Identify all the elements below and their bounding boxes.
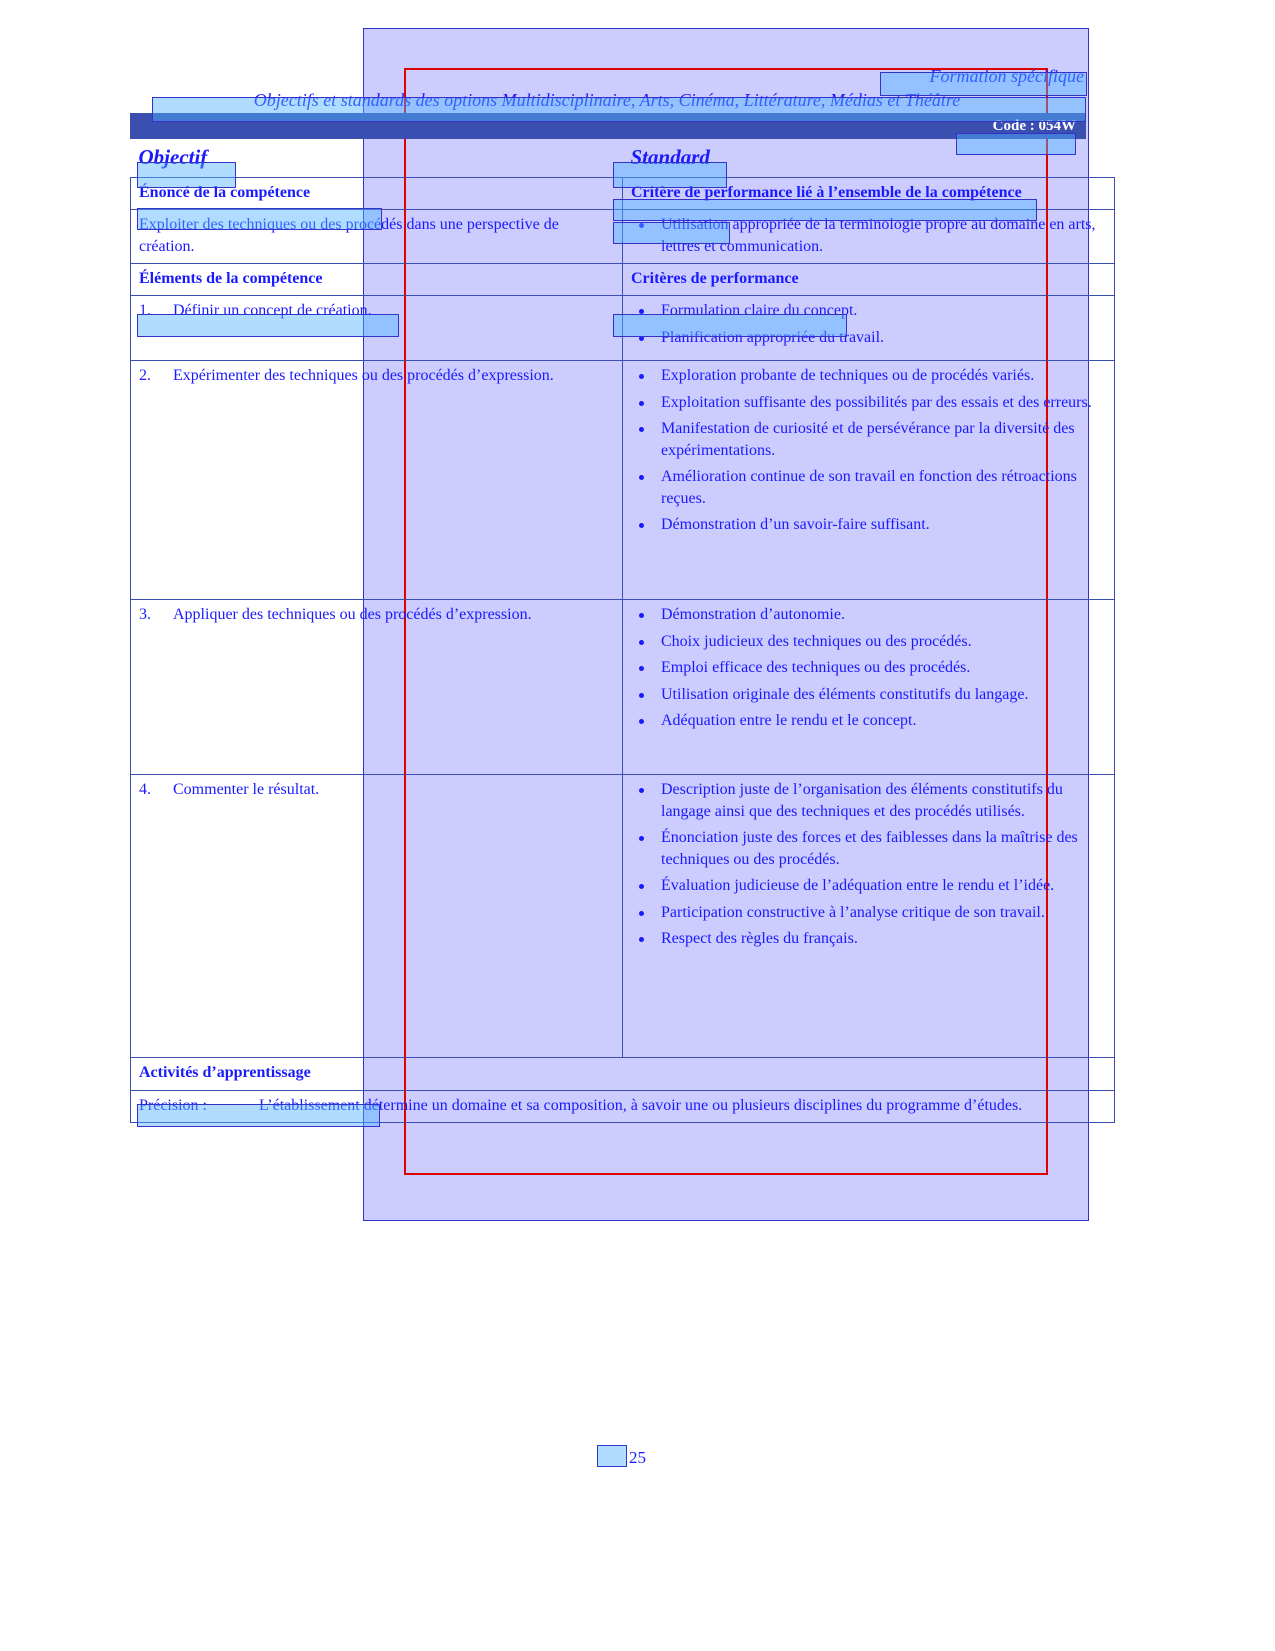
table-row — [131, 264, 1115, 296]
page-number: 25 — [629, 1448, 646, 1467]
table-row — [131, 296, 1115, 361]
element-number: 3. — [139, 606, 151, 624]
element-number: 2. — [139, 367, 151, 385]
table-row — [131, 177, 1115, 209]
list-item: Exploitation suffisante des possibilités par des essais et des erreurs. — [631, 392, 1108, 413]
heading-elements-competence: Éléments de la compétence — [139, 270, 323, 288]
element-2 — [139, 365, 616, 386]
list-item: Démonstration d’autonomie. — [631, 604, 1108, 625]
element-number: 4. — [139, 781, 151, 799]
code-bar — [130, 113, 1086, 139]
table-row-precision — [131, 1090, 1115, 1122]
bullet-list — [631, 604, 1108, 731]
element-text: Définir un concept de création. — [173, 302, 372, 320]
heading-criteres-performance: Critères de performance — [631, 270, 799, 288]
precision-text: L’établissement détermine un domaine et sa composition, à savoir une ou plusieurs disciplines du programme d’études. — [259, 1096, 1023, 1114]
element-text: Appliquer des techniques ou des procédés d’expression. — [173, 606, 532, 624]
precision-label: Précision : — [139, 1096, 207, 1114]
list-item: Démonstration d’un savoir-faire suffisant. — [631, 514, 1108, 535]
list-item: Participation constructive à l’analyse critique de son travail. — [631, 902, 1108, 923]
precision-block — [139, 1095, 1108, 1116]
list-item: Formulation claire du concept. — [631, 300, 1108, 321]
list-item: Énonciation juste des forces et des faiblesses dans la maîtrise des techniques ou des procédés. — [631, 827, 1108, 870]
list-item: Emploi efficace des techniques ou des procédés. — [631, 657, 1108, 678]
bullet-list — [631, 214, 1108, 257]
list-item: Respect des règles du français. — [631, 928, 1108, 949]
heading-enonce-competence: Énoncé de la compétence — [139, 183, 311, 201]
table-row — [131, 210, 1115, 264]
table-row — [131, 361, 1115, 600]
list-item: Description juste de l’organisation des éléments constitutifs du langage ainsi que des techniques et des procédés utilisés. — [631, 779, 1108, 822]
column-title-standard: Standard — [630, 144, 710, 169]
table-row-activities-heading — [131, 1058, 1115, 1090]
table-row — [131, 775, 1115, 1058]
list-item: Évaluation judicieuse de l’adéquation entre le rendu et l’idée. — [631, 875, 1108, 896]
objectif-standard-table — [130, 139, 1115, 1124]
element-number: 1. — [139, 302, 151, 320]
header-subtitle: Objectifs et standards des options Multidisciplinaire, Arts, Cinéma, Littérature, Médias et Théâtre — [253, 90, 961, 111]
element-text: Expérimenter des techniques ou des procédés d’expression. — [173, 367, 554, 385]
list-item: Choix judicieux des techniques ou des procédés. — [631, 631, 1108, 652]
element-text: Commenter le résultat. — [173, 781, 320, 799]
table-title-row — [131, 139, 1115, 178]
list-item: Adéquation entre le rendu et le concept. — [631, 710, 1108, 731]
element-1 — [139, 300, 616, 321]
bullet-list — [631, 365, 1108, 535]
element-3 — [139, 604, 616, 625]
bullet-list — [631, 779, 1108, 949]
bullet-list — [631, 300, 1108, 348]
element-4 — [139, 779, 616, 800]
list-item: Manifestation de curiosité et de persévérance par la diversité des expérimentations. — [631, 418, 1108, 461]
column-title-objectif: Objectif — [138, 144, 208, 169]
text-enonce-competence: Exploiter des techniques ou des procédés dans une perspective de création. — [139, 216, 559, 255]
list-item: Utilisation originale des éléments constitutifs du langage. — [631, 684, 1108, 705]
list-item: Planification appropriée du travail. — [631, 327, 1108, 348]
heading-critere-ensemble: Critère de performance lié à l’ensemble de la compétence — [631, 183, 1022, 201]
list-item: Utilisation appropriée de la terminologie propre au domaine en arts, lettres et communication. — [631, 214, 1108, 257]
code-label: Code : 054W — [992, 117, 1076, 134]
table-row — [131, 600, 1115, 775]
list-item: Exploration probante de techniques ou de procédés variés. — [631, 365, 1108, 386]
document-body — [130, 64, 1096, 1123]
header-right-title: Formation spécifique — [929, 66, 1084, 86]
list-item: Amélioration continue de son travail en fonction des rétroactions reçues. — [631, 466, 1108, 509]
heading-activites-apprentissage: Activités d’apprentissage — [139, 1064, 311, 1082]
